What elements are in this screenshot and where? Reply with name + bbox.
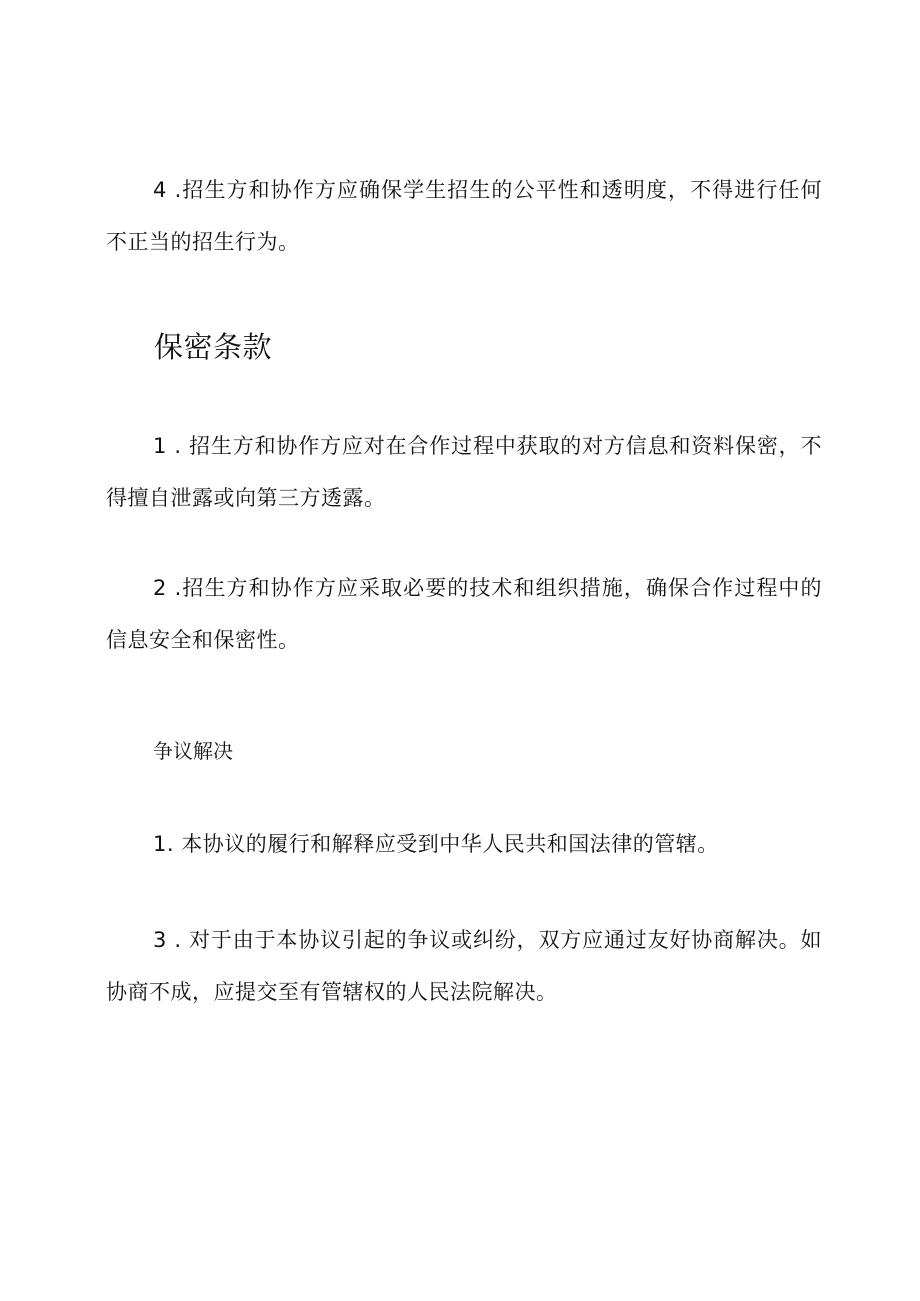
section-heading-dispute-resolution: 争议解决	[153, 739, 233, 763]
clause-confidentiality-1: 1 . 招生方和协作方应对在合作过程中获取的对方信息和资料保密，不得擅自泄露或向第三方透露。	[106, 434, 822, 510]
clause-dispute-3: 3 . 对于由于本协议引起的争议或纠纷，双方应通过友好协商解决。如协商不成，应提交至有管辖权的人民法院解决。	[106, 928, 822, 1004]
clause-dispute-1: 1. 本协议的履行和解释应受到中华人民共和国法律的管辖。	[153, 832, 719, 856]
clause-admission-fairness: 4 .招生方和协作方应确保学生招生的公平性和透明度，不得进行任何不正当的招生行为。	[106, 178, 822, 254]
section-heading-confidentiality: 保密条款	[154, 330, 273, 364]
clause-confidentiality-2: 2 .招生方和协作方应采取必要的技术和组织措施，确保合作过程中的信息安全和保密性。	[106, 576, 822, 652]
